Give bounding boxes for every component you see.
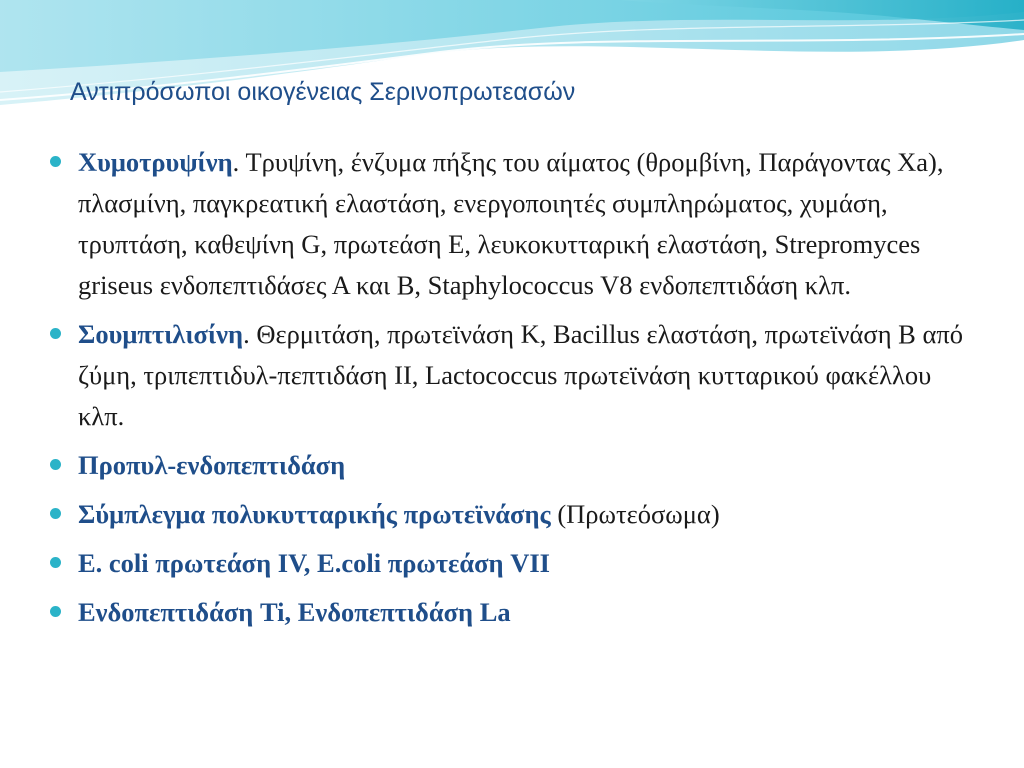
bullet-dot-icon: [50, 459, 61, 470]
bullet-item-proteasome: [0, 494, 1024, 535]
bullet-dot-icon: [50, 156, 61, 167]
bullet-text: Τρυψίνη, ένζυμα πήξης του αίματος (θρομβίνη, Παράγοντας Χa), πλασμίνη, παγκρεατική ελαστάση, ενεργοποιητές συμπληρώματος, χυμάση, τρυπτάση, καθεψίνη G, πρωτεάση Ε, λευκοκυτταρική ελαστάση, Strepromyces griseus ενδοπεπτιδάσες Α και Β, Staphylococcus V8 ενδοπεπτιδάση κλπ.: [78, 147, 944, 300]
bullet-item-subtilisin: [0, 314, 1024, 437]
bullet-dot-icon: [50, 606, 61, 617]
bullet-lead: Χυμοτρυψίνη: [78, 147, 233, 177]
bullet-lead: Προπυλ-ενδοπεπτιδάση: [78, 450, 346, 480]
bullet-lead: E. coli πρωτεάση IV, E.coli πρωτεάση VII: [78, 548, 550, 578]
bullet-item-endopeptidases: [0, 592, 1024, 633]
bullet-list: [0, 142, 1024, 641]
bullet-dot-icon: [50, 557, 61, 568]
bullet-dot-icon: [50, 328, 61, 339]
bullet-dot-icon: [50, 508, 61, 519]
bullet-separator: .: [243, 319, 257, 349]
bullet-lead: Σουμπτιλισίνη: [78, 319, 244, 349]
bullet-lead: Ενδοπεπτιδάση Ti, Ενδοπεπτιδάση La: [78, 597, 511, 627]
bullet-item-ecoli-proteases: [0, 543, 1024, 584]
bullet-separator: .: [232, 147, 246, 177]
bullet-item-prolyl-endopeptidase: [0, 445, 1024, 486]
bullet-item-chymotrypsin: [0, 142, 1024, 306]
bullet-text: (Πρωτεόσωμα): [550, 499, 720, 529]
slide-title: Αντιπρόσωποι οικογένειας Σερινοπρωτεασών: [70, 78, 576, 106]
bullet-text: Θερμιτάση, πρωτεϊνάση Κ, Bacillus ελαστάση, πρωτεϊνάση Β από ζύμη, τριπεπτιδυλ-πεπτιδάση ΙΙ, Lactococcus πρωτεϊνάση κυτταρικού φακέλλου κλπ.: [78, 319, 963, 431]
header-wave-decoration: [0, 0, 1024, 130]
bullet-lead: Σύμπλεγμα πολυκυτταρικής πρωτεϊνάσης: [78, 499, 551, 529]
